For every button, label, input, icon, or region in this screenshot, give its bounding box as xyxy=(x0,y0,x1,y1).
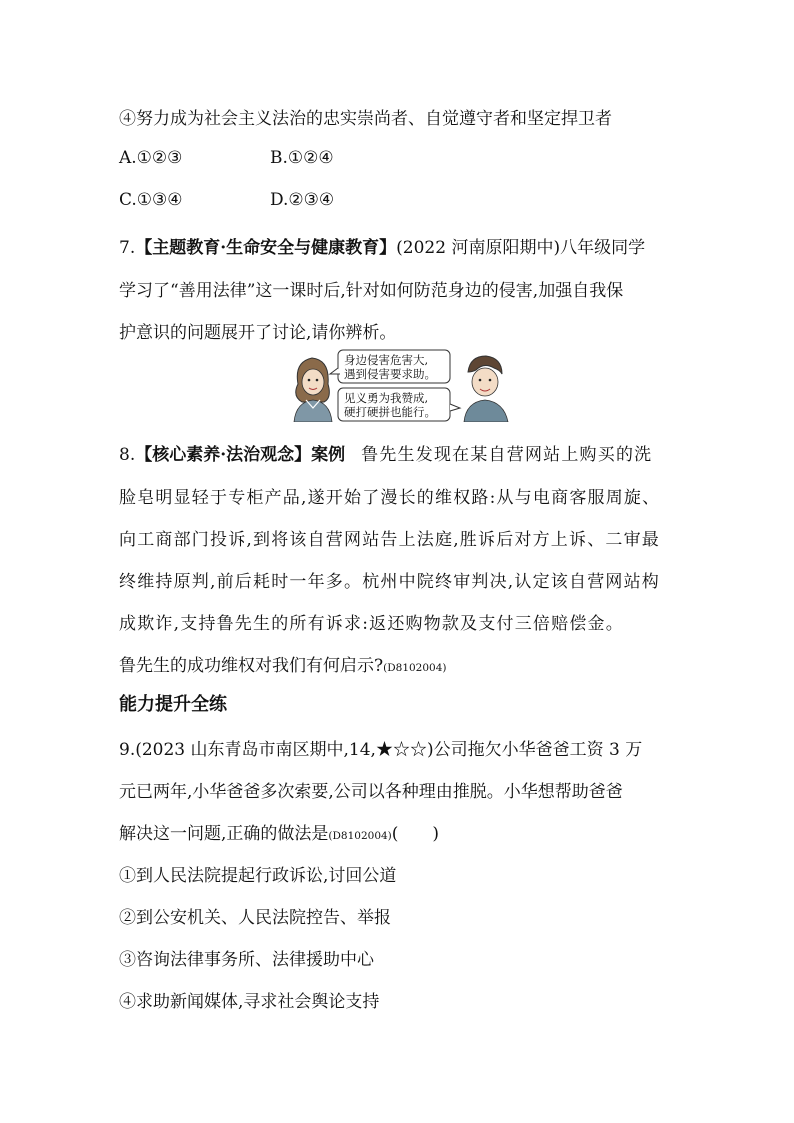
q6-choice-c: C.①③④ xyxy=(119,190,183,210)
q7-source: (2022 河南原阳期中)八年级同学 xyxy=(396,238,646,258)
bubble-2-line-2: 硬打硬拼也能行。 xyxy=(344,405,436,419)
q6-choice-b: B.①②④ xyxy=(270,148,334,168)
q9-line-3 xyxy=(119,819,439,844)
q7-number: 7. xyxy=(119,238,136,258)
q9-option-2: ②到公安机关、人民法院控告、举报 xyxy=(119,908,391,928)
q9-stem-end: 解决这一问题,正确的做法是 xyxy=(119,824,329,844)
q7-line-2: 学习了“善用法律”这一课时后,针对如何防范身边的侵害,加强自我保 xyxy=(119,281,624,301)
q8-line-5: 成欺诈,支持鲁先生的所有诉求:返还购物款及支付三倍赔偿金。 xyxy=(119,614,624,634)
q8-line-2: 脸皂明显轻于专柜产品,遂开始了漫长的维权路:从与电商客服周旋、 xyxy=(119,488,661,508)
q8-tag: 【核心素养·法治观念】案例 xyxy=(135,445,346,465)
girl-figure xyxy=(294,358,332,422)
q6-choice-a: A.①②③ xyxy=(119,148,183,168)
q8-line-4: 终维持原判,前后耗时一年多。杭州中院终审判决,认定该自营网站构 xyxy=(119,572,661,592)
q8-number: 8. xyxy=(119,445,136,465)
boy-figure xyxy=(464,356,508,422)
discussion-illustration xyxy=(288,348,512,422)
bubble-2-line-1: 见义勇为我赞成, xyxy=(344,391,429,405)
q7-line-1 xyxy=(119,233,645,258)
q9-line-2: 元已两年,小华爸爸多次索要,公司以各种理由推脱。小华想帮助爸爸 xyxy=(119,782,623,802)
q9-code: (D8102004) xyxy=(328,830,392,842)
q9-answer-blank: ( ) xyxy=(391,824,440,844)
q7-line-3: 护意识的问题展开了讨论,请你辨析。 xyxy=(119,323,397,343)
q8-question-text: 鲁先生的成功维权对我们有何启示? xyxy=(119,656,384,676)
q6-option-4: ④努力成为社会主义法治的忠实崇尚者、自觉遵守者和坚定捍卫者 xyxy=(119,109,612,129)
q8-line-3: 向工商部门投诉,到将该自营网站告上法庭,胜诉后对方上诉、二审最 xyxy=(119,530,661,550)
q8-code: (D8102004) xyxy=(383,662,447,674)
q8-line-1 xyxy=(119,440,652,465)
q9-line-1: 9.(2023 山东青岛市南区期中,14,★☆☆)公司拖欠小华爸爸工资 3 万 xyxy=(119,740,643,760)
q8-question xyxy=(119,651,447,676)
q9-option-4: ④求助新闻媒体,寻求社会舆论支持 xyxy=(119,992,380,1012)
bubble-1-line-1: 身边侵害危害大, xyxy=(344,353,429,367)
q7-tag: 【主题教育·生命安全与健康教育】 xyxy=(135,238,397,258)
q9-option-3: ③咨询法律事务所、法律援助中心 xyxy=(119,950,374,970)
bubble-1-line-2: 遇到侵害要求助。 xyxy=(344,367,436,381)
q6-choice-d: D.②③④ xyxy=(270,190,335,210)
q8-case-start: 鲁先生发现在某自营网站上购买的洗 xyxy=(361,445,653,465)
q9-option-1: ①到人民法院提起行政诉讼,讨回公道 xyxy=(119,866,397,886)
section-heading: 能力提升全练 xyxy=(119,694,227,715)
